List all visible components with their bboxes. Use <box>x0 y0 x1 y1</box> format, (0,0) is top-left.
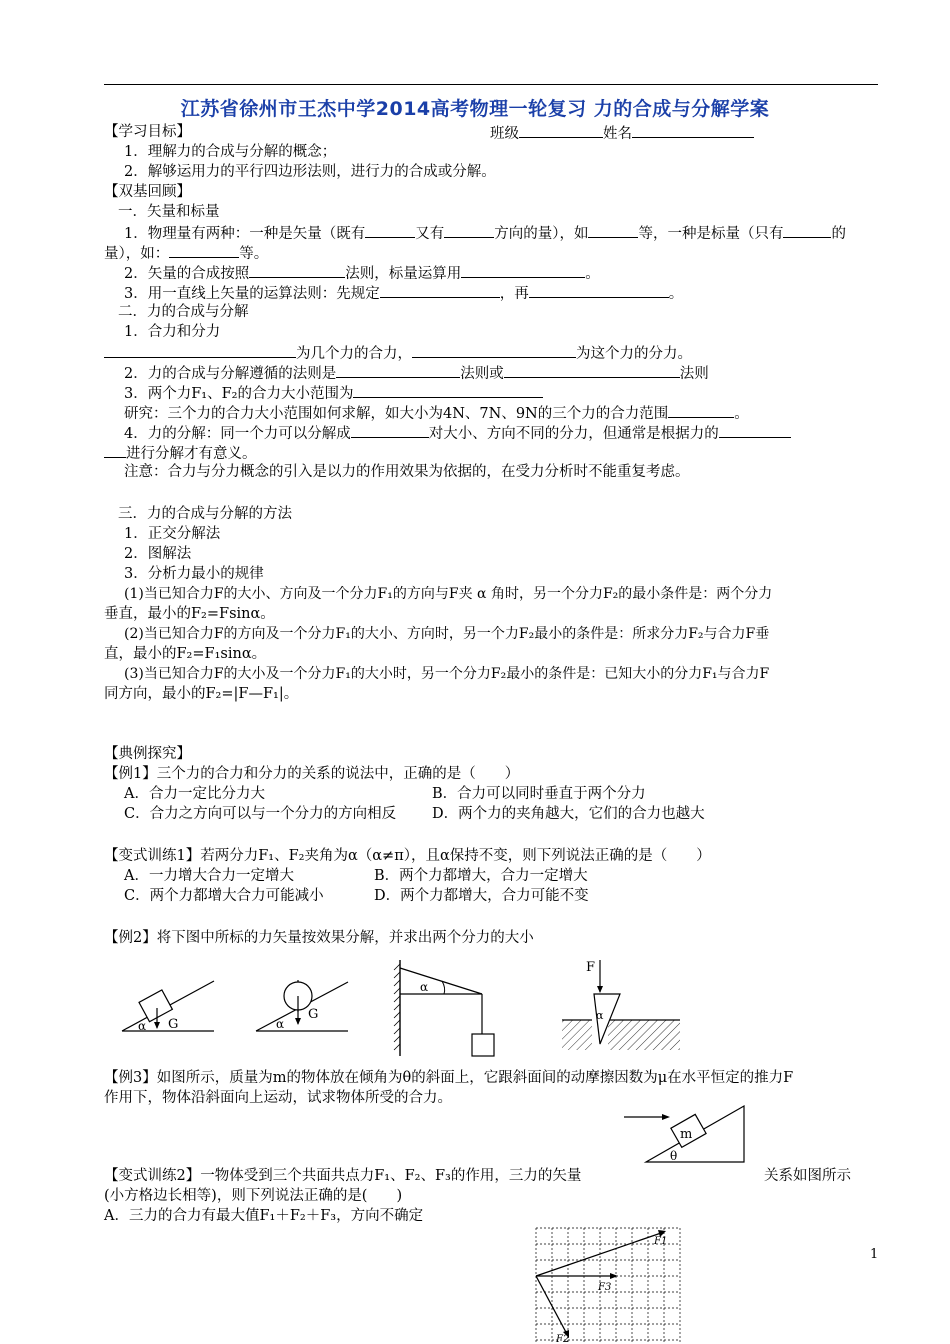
name-blank[interactable] <box>632 122 754 138</box>
blank[interactable] <box>336 362 460 378</box>
section-3-title: 三．力的合成与分解的方法 <box>118 506 292 522</box>
section-3-3: 3．分析力最小的规律 <box>124 566 264 582</box>
goal-2: 2．解够运用力的平行四边形法则，进行力的合成或分解。 <box>124 164 496 180</box>
review-line-4: 3．用一直线上矢量的运算法则：先规定 ，再 。 <box>124 282 683 304</box>
var1-option-b[interactable]: B．两个力都增大，合力一定增大 <box>374 868 588 884</box>
section-2-line-7: 进行分解才有意义。 <box>104 442 257 464</box>
blank[interactable] <box>365 222 415 238</box>
section-1-title: 一．矢量和标量 <box>118 204 220 220</box>
blank[interactable] <box>104 442 126 458</box>
examples-heading: 【典例探究】 <box>104 746 191 762</box>
example-2: 【例2】将下图中所标的力矢量按效果分解，并求出两个分力的大小 <box>104 930 534 946</box>
gravity-label: G <box>308 1007 319 1022</box>
variant-2-line-1b: 关系如图所示 <box>764 1168 851 1184</box>
example-3-line-2: 作用下，物体沿斜面向上运动，试求物体所受的合力。 <box>104 1090 452 1106</box>
blank[interactable] <box>588 222 638 238</box>
gravity-label: G <box>168 1017 179 1032</box>
force-grid-figure <box>530 1222 690 1344</box>
section-2-title: 二．力的合成与分解 <box>118 304 249 320</box>
class-name-fields <box>490 122 754 144</box>
f3-label: F3 <box>598 1282 612 1293</box>
name-label: 姓名 <box>603 126 632 142</box>
review-line-1: 1．物理量有两种：一种是矢量（既有 又有 方向的量），如 等，一种是标量（只有 的 <box>124 222 846 244</box>
alpha-label: α <box>596 1009 604 1022</box>
class-blank[interactable] <box>519 122 603 138</box>
f1-label: F1 <box>654 1236 668 1247</box>
top-rule <box>104 84 878 85</box>
force-label: F <box>586 960 596 975</box>
section-2-line-6: 4．力的分解：同一个力可以分解成 对大小、方向不同的分力，但通常是根据力的 <box>124 422 791 444</box>
var1-option-a[interactable]: A．一力增大合力一定增大 <box>124 868 294 884</box>
alpha-label: α <box>420 980 429 994</box>
f2-label: F2 <box>556 1334 570 1344</box>
rule-2a: (2)当已知合力F的方向及一个分力F₁的大小、方向时，另一个力F₂最小的条件是：所求分力F₂与合力F垂 <box>124 626 770 642</box>
wedge-figure <box>560 956 682 1052</box>
ex1-option-b[interactable]: B．合力可以同时垂直于两个分力 <box>432 786 646 802</box>
incline-ball-figure <box>252 966 352 1038</box>
blank[interactable] <box>461 262 585 278</box>
section-2-1: 1．合力和分力 <box>124 324 221 340</box>
section-2-note: 注意：合力与分力概念的引入是以力的作用效果为依据的，在受力分析时不能重复考虑。 <box>124 464 690 480</box>
goal-heading: 【学习目标】 <box>104 124 191 140</box>
ex1-option-d[interactable]: D．两个力的夹角越大，它们的合力也越大 <box>432 806 705 822</box>
rule-2b: 直，最小的F₂=F₁sinα。 <box>104 646 267 662</box>
section-2-line-2: 为几个力的合力， 为这个力的分力。 <box>104 342 692 364</box>
page-number: 1 <box>870 1247 879 1262</box>
review-line-3: 2．矢量的合成按照 法则，标量运算用 。 <box>124 262 600 284</box>
section-2-line-3: 2．力的合成与分解遵循的法则是 法则或 法则 <box>124 362 709 384</box>
blank[interactable] <box>719 422 791 438</box>
example-3-line-1: 【例3】如图所示，质量为m的物体放在倾角为θ的斜面上，它跟斜面间的动摩擦因数为μ在水平恒定的推力F <box>104 1070 794 1086</box>
blank[interactable] <box>169 242 239 258</box>
blank[interactable] <box>504 362 680 378</box>
ex1-option-c[interactable]: C．合力之方向可以与一个分力的方向相反 <box>124 806 397 822</box>
page-title: 江苏省徐州市王杰中学2014高考物理一轮复习 力的合成与分解学案 <box>180 98 770 120</box>
section-3-1: 1．正交分解法 <box>124 526 221 542</box>
section-2-line-4: 3．两个力F₁、F₂的合力大小范围为 <box>124 382 543 404</box>
section-2-line-5: 研究：三个力的合力大小范围如何求解，如大小为4N、7N、9N的三个力的合力范围 。 <box>124 402 749 424</box>
alpha-label: α <box>276 1017 285 1031</box>
blank[interactable] <box>104 342 296 358</box>
review-line-2: 量），如： 等。 <box>104 242 268 264</box>
var2-option-a[interactable]: A．三力的合力有最大值F₁＋F₂＋F₃，方向不确定 <box>104 1208 424 1224</box>
rule-3b: 同方向，最小的F₂=|F—F₁|。 <box>104 686 299 702</box>
incline-block-figure <box>118 968 218 1038</box>
ex1-option-a[interactable]: A．合力一定比分力大 <box>124 786 265 802</box>
review-heading: 【双基回顾】 <box>104 184 191 200</box>
blank[interactable] <box>380 282 500 298</box>
blank[interactable] <box>783 222 831 238</box>
var1-option-d[interactable]: D．两个力都增大，合力可能不变 <box>374 888 589 904</box>
var1-option-c[interactable]: C．两个力都增大合力可能减小 <box>124 888 324 904</box>
blank[interactable] <box>351 422 429 438</box>
rule-1b: 垂直，最小的F₂=Fsinα。 <box>104 606 275 622</box>
class-label: 班级 <box>490 126 519 142</box>
rule-3a: (3)当已知合力F的大小及一个分力F₁的大小时，另一个分力F₂最小的条件是：已知大小的分力F₁与合力F <box>124 666 770 682</box>
wall-rope-figure <box>382 958 502 1060</box>
pushed-block-figure <box>620 1100 750 1166</box>
blank[interactable] <box>249 262 345 278</box>
variant-2-line-2: (小方格边长相等)，则下列说法正确的是( ) <box>104 1188 403 1204</box>
blank[interactable] <box>668 402 734 418</box>
mass-label: m <box>680 1127 693 1142</box>
header-row <box>104 122 191 142</box>
section-3-2: 2．图解法 <box>124 546 192 562</box>
variant-1: 【变式训练1】若两分力F₁、F₂夹角为α（α≠π），且α保持不变，则下列说法正确的是（ ） <box>104 848 711 864</box>
rule-1a: (1)当已知合力F的大小、方向及一个分力F₁的方向与F夹 α 角时，另一个分力F₂的最小条件是：两个分力 <box>124 586 773 602</box>
example-1: 【例1】三个力的合力和分力的关系的说法中，正确的是（ ） <box>104 766 520 782</box>
goal-1: 1．理解力的合成与分解的概念； <box>124 144 337 160</box>
blank[interactable] <box>444 222 494 238</box>
blank[interactable] <box>412 342 576 358</box>
variant-2-line-1: 【变式训练2】一物体受到三个共面共点力F₁、F₂、F₃的作用，三力的矢量 <box>104 1168 582 1184</box>
theta-label: θ <box>670 1149 678 1163</box>
blank[interactable] <box>529 282 669 298</box>
alpha-label: α <box>138 1019 147 1033</box>
blank[interactable] <box>353 382 543 398</box>
